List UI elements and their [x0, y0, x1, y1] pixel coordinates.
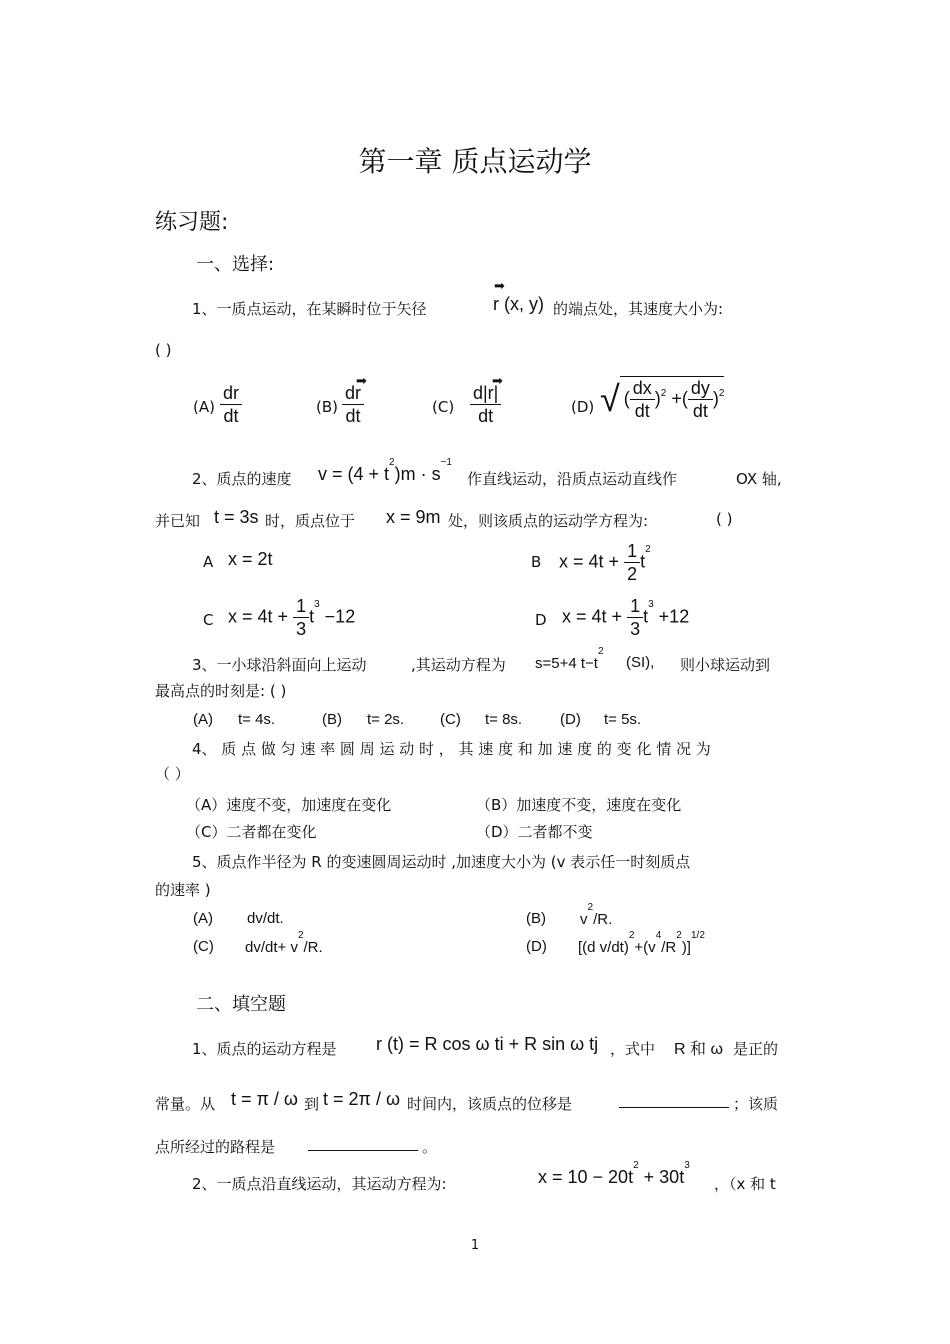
q3-line1-c: (SI),	[626, 654, 655, 671]
q3-eq-sup: 2	[597, 646, 604, 657]
q3-opt-c-label: (C)	[440, 711, 461, 728]
q2-d-end: +12	[658, 606, 690, 627]
exercises-heading: 练习题:	[155, 210, 229, 235]
q5-opt-d-label: (D)	[526, 938, 547, 955]
q1-d-num1: dx	[630, 377, 655, 400]
q2-d-tail: t	[643, 606, 649, 627]
f2-text-a: 2、一质点沿直线运动，其运动方程为:	[192, 1175, 447, 1193]
q2-t-eq: t = 3s	[214, 507, 259, 527]
q2-formula-a: v = (4 + t	[318, 464, 390, 484]
q4-option-c: （C）二者都在变化	[186, 823, 317, 841]
q3-eq-base: s=5+4 t−t	[535, 655, 598, 672]
f1-line2-c: 时间内，该质点的位移是	[407, 1095, 573, 1113]
q5-opt-c-value	[245, 930, 323, 956]
q2-d-lead: x = 4t +	[562, 606, 623, 627]
q1-b-den: dt	[345, 406, 361, 426]
part2-heading: 二、填空题	[196, 994, 286, 1015]
q2-b-den: 2	[627, 564, 638, 584]
f2-text-b: ，（x 和 t	[714, 1175, 776, 1193]
q3-opt-c-value: t= 8s.	[485, 711, 523, 728]
q3-opt-a-value: t= 4s.	[238, 711, 276, 728]
q1-d-num2: dy	[688, 377, 713, 400]
q1-option-c-label: (C)	[432, 398, 455, 416]
q1-c-num: d|r|	[473, 383, 499, 403]
q3-line2: 最高点的时刻是: ( )	[155, 682, 287, 700]
q3-opt-d-label: (D)	[560, 711, 581, 728]
q5-d-mid: +(v	[634, 939, 656, 956]
q5-opt-a-label: (A)	[193, 910, 213, 927]
q1-a-num: dr	[220, 382, 242, 405]
q2-b-sup: 2	[645, 544, 651, 556]
q5-d-sup4: 1/2	[690, 930, 705, 941]
q5-opt-b-label: (B)	[526, 910, 546, 927]
f2-eq-a: x = 10 − 20t	[538, 1167, 634, 1187]
q1-option-c-frac: ➡ d|r| dt	[470, 382, 501, 427]
q3-line1-a: 3、一小球沿斜面向上运动	[192, 656, 367, 674]
q2-axis: OX 轴,	[736, 470, 782, 488]
q1-answer-paren: ( )	[155, 341, 172, 359]
q5-opt-c-label: (C)	[193, 938, 214, 955]
f1-text-b: ，式中	[610, 1040, 656, 1058]
q1-vector-expr: r (x, y)	[493, 294, 544, 314]
f1-t2: t = 2π / ω	[323, 1089, 401, 1109]
f1-line3-a: 点所经过的路程是	[155, 1138, 276, 1156]
q1-text-a: 1、一质点运动，在某瞬时位于矢径	[192, 300, 427, 318]
q5-line1: 5、质点作半径为 R 的变速圆周运动时 ,加速度大小为 (v 表示任一时刻质点	[192, 853, 691, 871]
q4-option-a: （A）速度不变，加速度在变化	[186, 796, 392, 814]
q2-option-a-expr: x = 2t	[228, 549, 273, 569]
f1-displacement-blank[interactable]	[619, 1093, 729, 1112]
q5-d-base: [(d v/dt)	[578, 939, 629, 956]
q2-c-num: 1	[293, 595, 309, 618]
q5-c-base: dv/dt+ v	[245, 939, 298, 956]
q1-option-b-frac: ➡ dr dt	[342, 382, 364, 427]
f2-eq-sup2: 3	[684, 1160, 690, 1171]
q2-formula-sup: 2	[389, 457, 395, 468]
q2-b-lead: x = 4t +	[559, 551, 620, 572]
q5-d-sup2: 4	[655, 930, 662, 941]
f1-line2-a: 常量。从	[155, 1095, 216, 1113]
q4-line2: （ ）	[155, 765, 190, 783]
f1-line2-b: 到	[304, 1095, 320, 1113]
q2-c-end: −12	[324, 606, 356, 627]
q2-d-den: 3	[630, 619, 641, 639]
q2-formula-sup2: −1	[440, 457, 452, 468]
q5-opt-d-value	[578, 930, 705, 956]
q5-d-sup3: 2	[676, 930, 682, 941]
q2-b-tail: t	[640, 551, 646, 572]
q2-line2-c: 处，则该质点的运动学方程为:	[448, 512, 649, 530]
f1-line2-d: ；该质	[733, 1095, 779, 1113]
q1-text-b: 的端点处，其速度大小为:	[553, 300, 724, 318]
q1-d-den1: dt	[634, 401, 650, 421]
q1-option-d-sqrt: √ ( $\frac{dx}{dt}$ )$^2$ +( $\frac{dy}{dt}$ )$^2$	[600, 378, 725, 421]
q2-d-sup: 3	[648, 599, 654, 611]
q1-b-num: dr	[345, 383, 362, 403]
q5-b-tail: /R.	[593, 911, 613, 928]
q2-c-tail: t	[309, 606, 315, 627]
part1-heading: 一、选择:	[196, 254, 275, 275]
q2-line2-b: 时，质点位于	[265, 512, 356, 530]
f1-line3-b: 。	[422, 1138, 438, 1156]
q5-b-base: v	[580, 911, 588, 928]
page-number: 1	[470, 1238, 480, 1253]
f1-t1: t = π / ω	[231, 1089, 298, 1109]
q4-line1: 4、 质 点 做 匀 速 率 圆 周 运 动 时 ， 其 速 度 和 加 速 度 的 变 化 情 况 为	[192, 740, 711, 758]
q5-d-end: )]	[681, 939, 691, 956]
q3-opt-d-value: t= 5s.	[604, 711, 642, 728]
q5-line2: 的速率 )	[155, 881, 211, 899]
q2-formula-b: )m · s	[394, 464, 441, 484]
q5-d-sup1: 2	[628, 930, 635, 941]
f2-equation	[538, 1160, 690, 1188]
q3-opt-b-label: (B)	[322, 711, 342, 728]
q2-option-b-expr	[559, 540, 651, 585]
q2-c-lead: x = 4t +	[228, 606, 289, 627]
q2-c-sup: 3	[314, 599, 320, 611]
f1-path-blank[interactable]	[308, 1136, 418, 1155]
q2-option-d-expr	[562, 595, 689, 640]
f2-eq-b: + 30t	[643, 1167, 685, 1187]
q2-text-a: 2、质点的速度	[192, 470, 292, 488]
q5-d-mid2: /R	[661, 939, 677, 956]
q3-line1-d: 则小球运动到	[680, 656, 771, 674]
q2-line2-a: 并已知	[155, 512, 201, 530]
q1-option-a-label: (A)	[193, 398, 215, 416]
f2-eq-sup1: 2	[633, 1160, 639, 1171]
q1-option-b-label: (B)	[316, 398, 338, 416]
q2-option-d-label: D	[535, 611, 547, 629]
q3-equation	[535, 646, 604, 672]
q5-opt-b-value	[580, 902, 613, 928]
q3-opt-a-label: (A)	[193, 711, 213, 728]
f1-text-c: R 和 ω	[674, 1041, 723, 1058]
q2-velocity-formula	[318, 457, 452, 485]
q2-option-c-label: C	[203, 611, 214, 629]
q2-text-b: 作直线运动，沿质点运动直线作	[467, 470, 678, 488]
q2-c-den: 3	[296, 619, 307, 639]
q1-option-d-label: (D)	[571, 398, 595, 416]
q5-c-sup: 2	[297, 930, 304, 941]
q2-option-c-expr	[228, 595, 355, 640]
f1-text-a: 1、质点的运动方程是	[192, 1040, 337, 1058]
q1-vector: ➡ r (x, y)	[493, 278, 544, 314]
q2-x-eq: x = 9m	[386, 507, 441, 527]
q4-option-d: （D）二者都不变	[476, 823, 593, 841]
q5-opt-a-value: dv/dt.	[247, 910, 284, 927]
q2-option-b-label: B	[531, 553, 542, 571]
q1-c-den: dt	[478, 406, 494, 426]
q5-b-sup: 2	[587, 902, 594, 913]
q1-a-den: dt	[223, 406, 239, 426]
q3-line1-b: ,其运动方程为	[411, 656, 506, 674]
q5-c-tail: /R.	[303, 939, 323, 956]
q2-d-num: 1	[627, 595, 643, 618]
q3-opt-b-value: t= 2s.	[367, 711, 405, 728]
q2-option-a-label: A	[203, 553, 214, 571]
chapter-title: 第一章 质点运动学	[358, 145, 592, 178]
q2-b-num: 1	[624, 540, 640, 563]
q1-option-a-frac	[220, 382, 242, 427]
q1-d-den2: dt	[692, 401, 708, 421]
f1-equation: r (t) = R cos ω ti + R sin ω tj	[376, 1034, 599, 1054]
q4-option-b: （B）加速度不变，速度在变化	[476, 796, 682, 814]
f1-text-d: 是正的	[733, 1040, 779, 1058]
q2-answer-paren: ( )	[716, 510, 733, 528]
